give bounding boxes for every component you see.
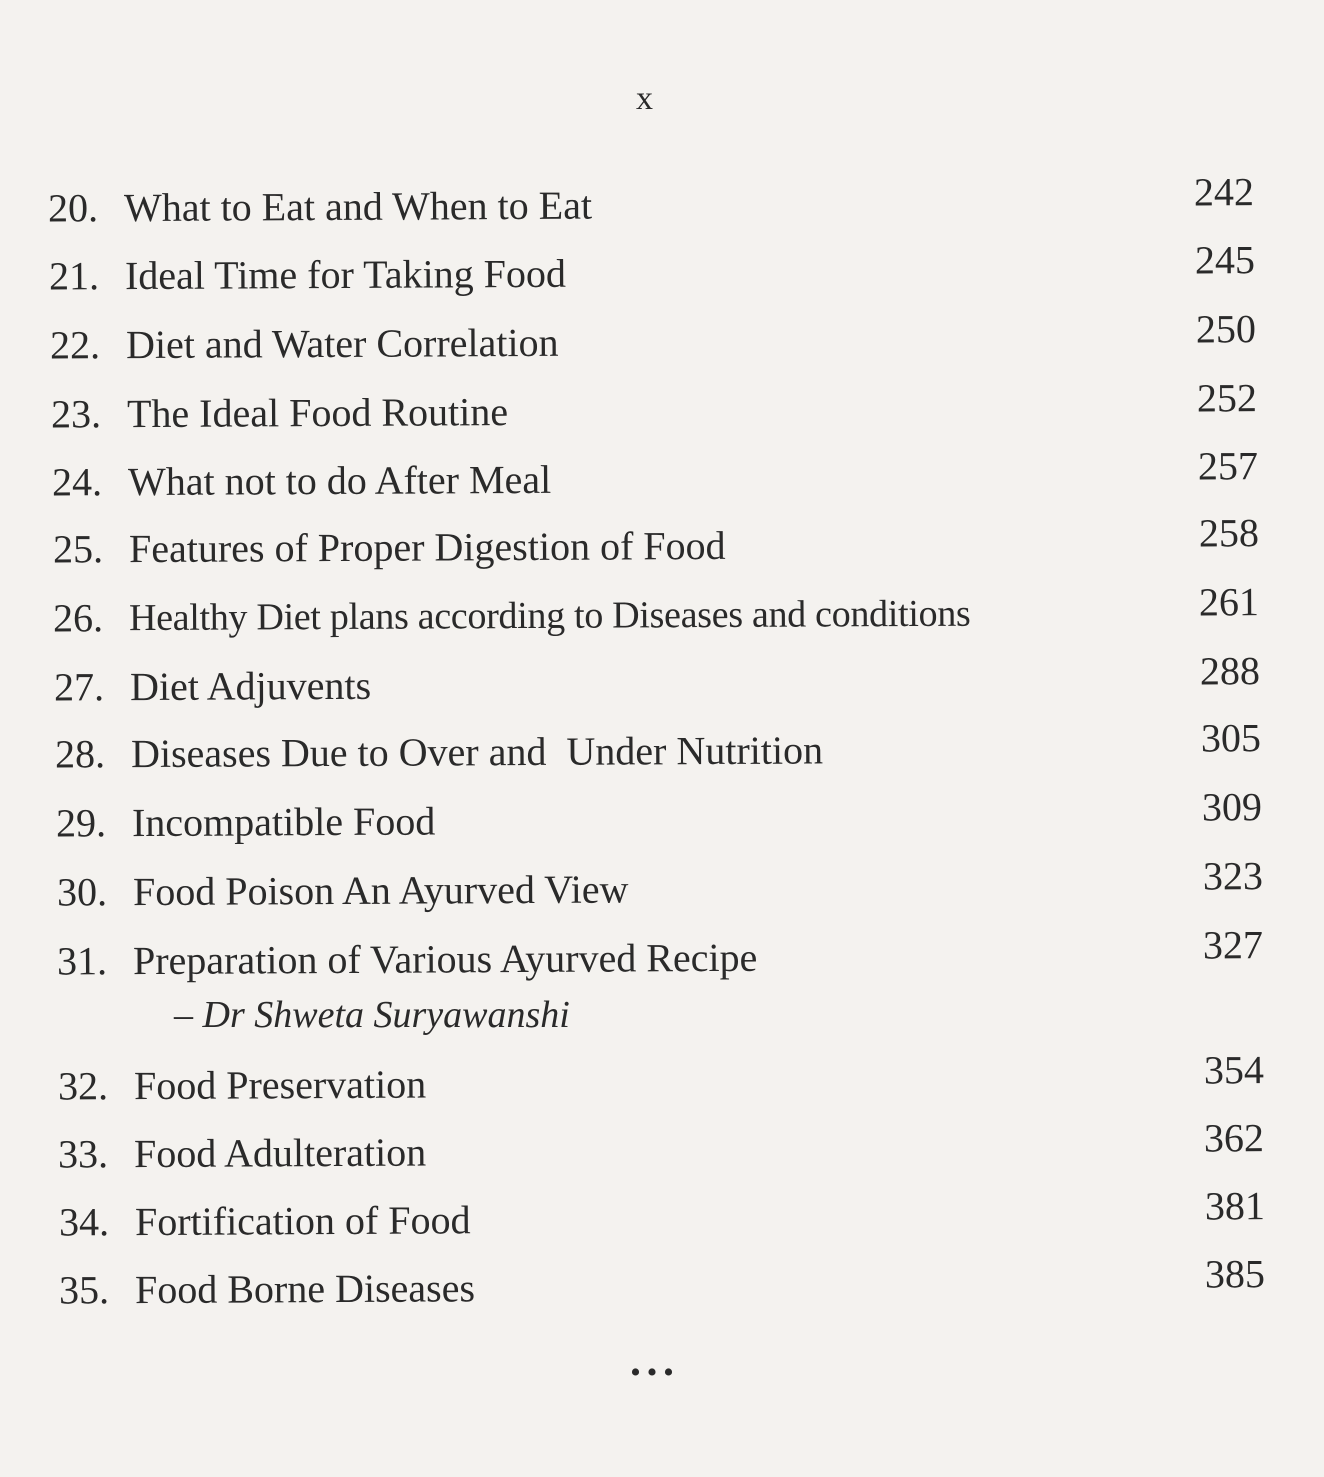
toc-entry-title: Diet and Water Correlation [125,319,559,368]
toc-entry-number: 33. [57,1131,109,1177]
toc-entry-31 [56,922,1324,987]
toc-entry-page: 242 [1193,169,1255,215]
toc-entry-number: 28. [54,731,106,777]
toc-entry-page: 305 [1200,715,1262,761]
toc-entry-20 [47,169,1324,234]
toc-entry-page: 250 [1195,306,1257,352]
toc-entry-page: 252 [1196,375,1258,421]
toc-entry-26 [52,579,1324,644]
toc-entry-33 [57,1115,1324,1180]
toc-entry-title: Preparation of Various Ayurved Recipe [132,934,758,984]
page-number: x [636,80,654,117]
toc-entry-page: 288 [1199,648,1261,694]
toc-entry-page: 258 [1198,510,1260,556]
toc-entry-page: 362 [1203,1115,1265,1161]
toc-entry-title: Healthy Diet plans according to Diseases and conditions [128,592,971,640]
toc-entry-22 [49,306,1324,371]
toc-entry-page: 245 [1194,237,1256,283]
toc-entry-title: Food Poison An Ayurved View [132,866,629,915]
toc-entry-23 [50,375,1324,440]
toc-entry-number: 29. [55,800,107,846]
toc-entry-number: 22. [49,322,101,368]
toc-entry-34 [58,1183,1324,1248]
toc-entry-number: 27. [53,664,105,710]
toc-entry-title: What to Eat and When to Eat [123,182,593,231]
toc-entry-24 [51,443,1324,508]
toc-entry-page: 261 [1198,579,1260,625]
toc-entry-21 [48,237,1324,302]
toc-entry-number: 24. [51,459,103,505]
toc-entry-number: 23. [50,391,102,437]
toc-entry-28 [54,715,1324,780]
toc-entry-author: – Dr Shweta Suryawanshi [174,994,570,1036]
toc-entry-page: 381 [1204,1183,1266,1229]
toc-entry-page: 327 [1202,922,1264,968]
toc-entry-title: The Ideal Food Routine [126,389,509,437]
toc-entry-number: 32. [57,1063,109,1109]
toc-entry-35 [58,1251,1324,1316]
toc-entry-number: 20. [47,185,99,231]
toc-entry-number: 31. [56,938,108,984]
toc-entry-title: Diet Adjuvents [129,662,372,710]
toc-entry-title: What not to do After Meal [127,456,552,505]
toc-entry-title: Food Borne Diseases [134,1265,476,1313]
toc-entry-number: 34. [58,1199,110,1245]
toc-entry-29 [55,784,1324,849]
toc-entry-number: 25. [52,526,104,572]
toc-entry-number: 35. [58,1267,110,1313]
toc-entry-30 [56,853,1324,918]
toc-entry-title: Food Preservation [133,1061,427,1109]
toc-entry-page: 257 [1197,443,1259,489]
toc-entry-27 [53,648,1324,713]
toc-entry-page: 309 [1201,784,1263,830]
end-of-section-mark: ••• [630,1356,680,1389]
toc-entry-number: 26. [52,595,104,641]
toc-entry-title: Incompatible Food [131,798,436,846]
toc-entry-number: 21. [48,253,100,299]
toc-entry-32 [57,1047,1324,1112]
toc-entry-title: Ideal Time for Taking Food [124,250,567,299]
toc-entry-title: Food Adulteration [133,1129,427,1177]
toc-entry-title: Diseases Due to Over and Under Nutrition [130,727,824,777]
toc-entry-number: 30. [56,869,108,915]
toc-entry-25 [52,510,1324,575]
toc-entry-title: Fortification of Food [134,1197,471,1245]
toc-entry-page: 385 [1204,1251,1266,1297]
toc-entry-page: 323 [1202,853,1264,899]
toc-entry-page: 354 [1203,1047,1265,1093]
toc-entry-title: Features of Proper Digestion of Food [128,522,726,572]
